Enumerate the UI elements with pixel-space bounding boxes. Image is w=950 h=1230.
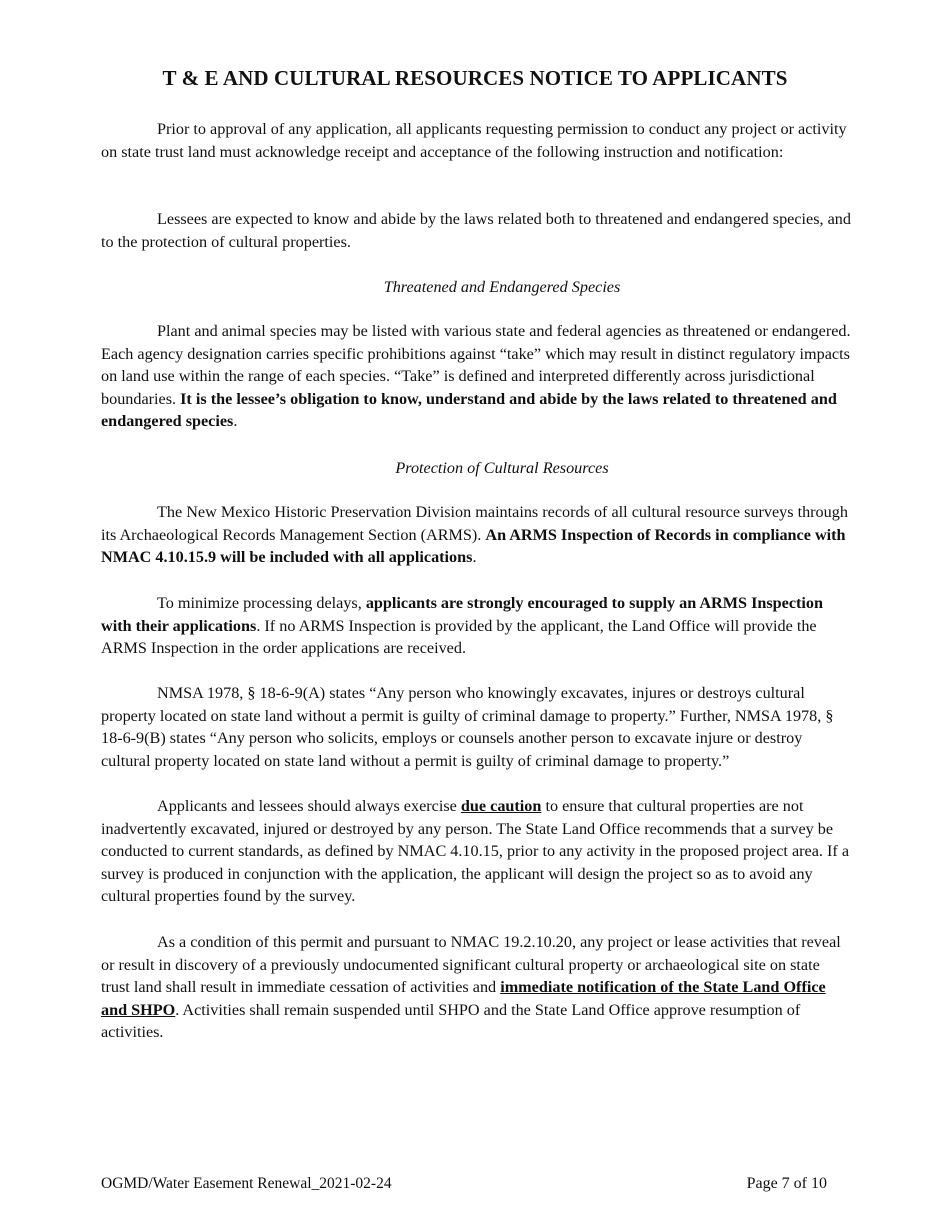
delay-text: To minimize processing delays, <box>157 594 366 612</box>
footer-document-id: OGMD/Water Easement Renewal_2021-02-24 <box>101 1175 392 1192</box>
delay-paragraph <box>101 592 851 660</box>
caution-text: Applicants and lessees should always exercise <box>157 797 461 815</box>
arms-end-text: . <box>472 548 477 566</box>
caution-end-text: to ensure that cultural properties are not inadvertently excavated, injured or destroyed by any person. The State Land Office recommends that a survey be conducted to current standards, as defined by NMAC 4.10.15, prior to any activity in the proposed project area. If a survey is produced in conjunction with the application, the applicant will design the project so as to avoid any cultural properties found by the survey. <box>101 797 849 905</box>
delay-end-text: . If no ARMS Inspection is provided by the applicant, the Land Office will provide the ARMS Inspection in the order applications are received. <box>101 616 817 657</box>
condition-text: As a condition of this permit and pursuant to NMAC 19.2.10.20, any project or lease activities that reveal or result in discovery of a previously undocumented significant cultural property or archaeological site on state trust land shall result in immediate cessation of activities and <box>101 933 841 996</box>
nmsa-text: NMSA 1978, § 18-6-9(A) states “Any person who knowingly excavates, injures or destroys cultural property located on state land without a permit is guilty of criminal damage to property.” Further, NMSA 1978, § 18-6-9(B) states “Any person who solicits, employs or counsels another person to excavate injure or destroy cultural property located on state land without a permit is guilty of criminal damage to property.” <box>101 684 834 770</box>
intro-text: Prior to approval of any application, all applicants requesting permission to conduct any project or activity on state trust land must acknowledge receipt and acceptance of the following instruction and notification: <box>101 120 847 161</box>
te-bold-text: It is the lessee’s obligation to know, understand and abide by the laws related to threatened and endangered species <box>101 389 837 430</box>
condition-end-text: . Activities shall remain suspended until SHPO and the State Land Office approve resumption of activities. <box>101 1000 801 1041</box>
condition-paragraph <box>101 931 851 1044</box>
cr-section-heading: Protection of Cultural Resources <box>395 459 609 477</box>
te-paragraph <box>101 320 851 433</box>
notification-text: immediate notification of the State Land Office and SHPO <box>101 978 826 1019</box>
arms-text: The New Mexico Historic Preservation Division maintains records of all cultural resource surveys through its Archaeological Records Management Section (ARMS). <box>101 503 848 544</box>
te-end-text: . <box>233 412 238 430</box>
te-section-heading: Threatened and Endangered Species <box>383 278 621 296</box>
delay-bold-text: applicants are strongly encouraged to supply an ARMS Inspection with their applications <box>101 594 824 635</box>
arms-bold-text: An ARMS Inspection of Records in compliance with NMAC 4.10.15.9 will be included with all applications <box>101 525 846 566</box>
intro-paragraph <box>101 118 851 163</box>
lessee-text: Lessees are expected to know and abide by the laws related both to threatened and endangered species, and to the protection of cultural properties. <box>101 210 851 251</box>
arms-paragraph <box>101 501 851 569</box>
lessee-paragraph <box>101 208 851 253</box>
nmsa-paragraph <box>101 682 851 772</box>
footer-page-number: Page 7 of 10 <box>746 1175 827 1192</box>
te-text: Plant and animal species may be listed with various state and federal agencies as threatened or endangered. Each agency designation carries specific prohibitions against “take” which may result in distinct regulatory impacts on land use within the range of each species. “Take” is defined and interpreted differently across jurisdictional boundaries. <box>101 322 851 408</box>
page-title: T & E AND CULTURAL RESOURCES NOTICE TO APPLICANTS <box>162 66 788 90</box>
caution-paragraph <box>101 795 851 908</box>
due-caution-text: due caution <box>460 797 542 815</box>
